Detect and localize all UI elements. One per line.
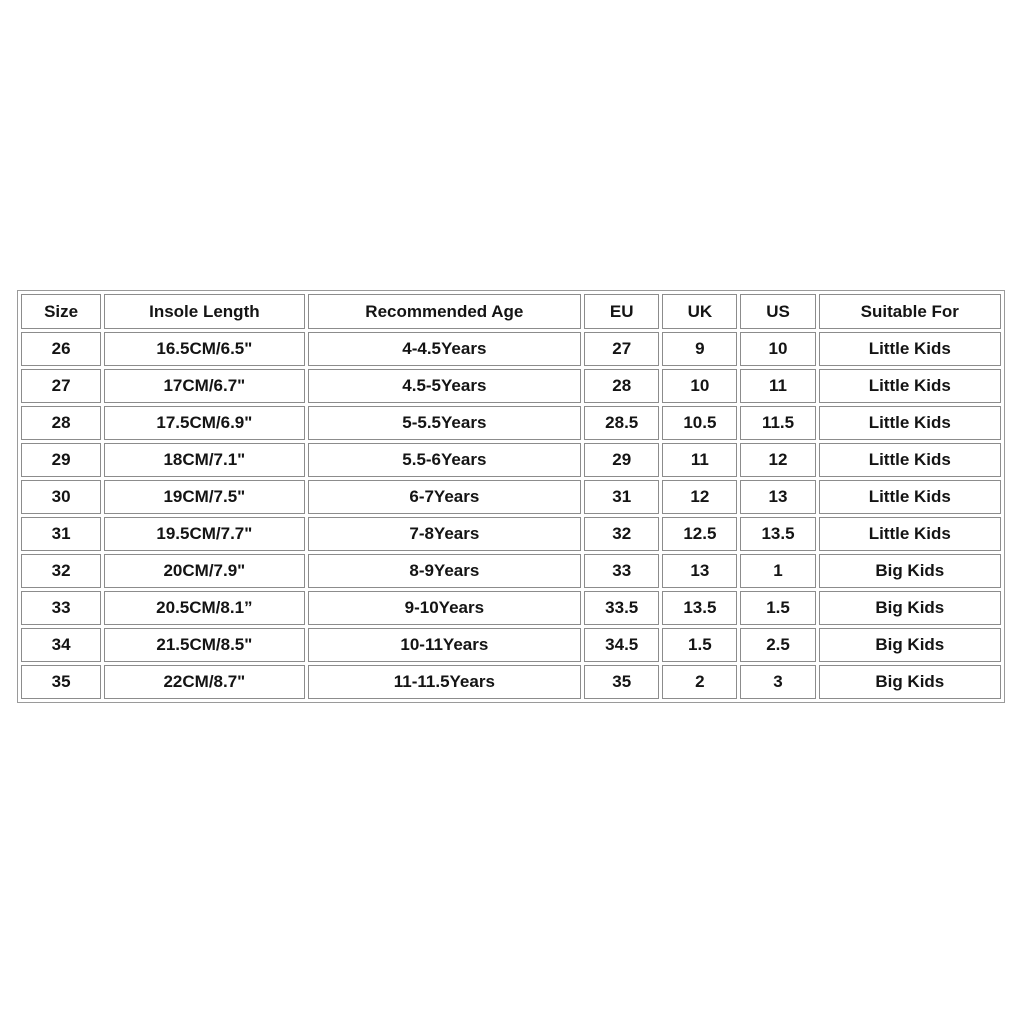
cell-suitable-for: Little Kids	[819, 332, 1001, 366]
cell-suitable-for: Big Kids	[819, 665, 1001, 699]
cell-eu: 27	[584, 332, 659, 366]
cell-us: 1	[740, 554, 815, 588]
cell-suitable-for: Little Kids	[819, 443, 1001, 477]
table-row	[21, 665, 1001, 699]
cell-size: 35	[21, 665, 101, 699]
cell-us: 10	[740, 332, 815, 366]
cell-recommended-age: 10-11Years	[308, 628, 582, 662]
cell-insole-length: 21.5CM/8.5"	[104, 628, 304, 662]
cell-recommended-age: 5-5.5Years	[308, 406, 582, 440]
cell-uk: 10.5	[662, 406, 737, 440]
table-row	[21, 628, 1001, 662]
cell-recommended-age: 7-8Years	[308, 517, 582, 551]
cell-recommended-age: 9-10Years	[308, 591, 582, 625]
cell-insole-length: 20CM/7.9"	[104, 554, 304, 588]
cell-eu: 35	[584, 665, 659, 699]
cell-insole-length: 19CM/7.5"	[104, 480, 304, 514]
cell-uk: 10	[662, 369, 737, 403]
cell-eu: 28	[584, 369, 659, 403]
cell-us: 2.5	[740, 628, 815, 662]
cell-size: 31	[21, 517, 101, 551]
cell-insole-length: 16.5CM/6.5"	[104, 332, 304, 366]
cell-insole-length: 17.5CM/6.9"	[104, 406, 304, 440]
cell-uk: 12.5	[662, 517, 737, 551]
cell-insole-length: 22CM/8.7"	[104, 665, 304, 699]
cell-size: 30	[21, 480, 101, 514]
cell-eu: 28.5	[584, 406, 659, 440]
cell-suitable-for: Little Kids	[819, 480, 1001, 514]
header-insole-length: Insole Length	[104, 294, 304, 329]
cell-recommended-age: 8-9Years	[308, 554, 582, 588]
cell-us: 12	[740, 443, 815, 477]
cell-eu: 32	[584, 517, 659, 551]
cell-uk: 2	[662, 665, 737, 699]
table-row	[21, 591, 1001, 625]
cell-eu: 34.5	[584, 628, 659, 662]
cell-size: 33	[21, 591, 101, 625]
cell-us: 1.5	[740, 591, 815, 625]
cell-us: 11	[740, 369, 815, 403]
cell-uk: 1.5	[662, 628, 737, 662]
cell-recommended-age: 6-7Years	[308, 480, 582, 514]
cell-suitable-for: Big Kids	[819, 628, 1001, 662]
cell-us: 13.5	[740, 517, 815, 551]
cell-us: 13	[740, 480, 815, 514]
cell-eu: 29	[584, 443, 659, 477]
header-uk: UK	[662, 294, 737, 329]
cell-suitable-for: Little Kids	[819, 406, 1001, 440]
cell-uk: 9	[662, 332, 737, 366]
cell-suitable-for: Little Kids	[819, 369, 1001, 403]
cell-size: 27	[21, 369, 101, 403]
table-row	[21, 443, 1001, 477]
table-row	[21, 480, 1001, 514]
cell-size: 29	[21, 443, 101, 477]
cell-eu: 33.5	[584, 591, 659, 625]
cell-suitable-for: Big Kids	[819, 591, 1001, 625]
header-row	[21, 294, 1001, 329]
cell-size: 34	[21, 628, 101, 662]
cell-size: 28	[21, 406, 101, 440]
cell-recommended-age: 11-11.5Years	[308, 665, 582, 699]
header-size: Size	[21, 294, 101, 329]
cell-suitable-for: Big Kids	[819, 554, 1001, 588]
cell-eu: 33	[584, 554, 659, 588]
table-row	[21, 332, 1001, 366]
header-eu: EU	[584, 294, 659, 329]
cell-insole-length: 20.5CM/8.1”	[104, 591, 304, 625]
size-chart-table	[17, 290, 1005, 703]
table-row	[21, 517, 1001, 551]
cell-uk: 12	[662, 480, 737, 514]
cell-us: 11.5	[740, 406, 815, 440]
table-row	[21, 406, 1001, 440]
cell-size: 32	[21, 554, 101, 588]
cell-recommended-age: 4-4.5Years	[308, 332, 582, 366]
cell-us: 3	[740, 665, 815, 699]
cell-insole-length: 17CM/6.7"	[104, 369, 304, 403]
cell-suitable-for: Little Kids	[819, 517, 1001, 551]
header-us: US	[740, 294, 815, 329]
cell-insole-length: 18CM/7.1"	[104, 443, 304, 477]
header-suitable-for: Suitable For	[819, 294, 1001, 329]
cell-recommended-age: 5.5-6Years	[308, 443, 582, 477]
cell-uk: 11	[662, 443, 737, 477]
cell-recommended-age: 4.5-5Years	[308, 369, 582, 403]
table-row	[21, 554, 1001, 588]
table-row	[21, 369, 1001, 403]
header-recommended-age: Recommended Age	[308, 294, 582, 329]
cell-uk: 13.5	[662, 591, 737, 625]
cell-uk: 13	[662, 554, 737, 588]
cell-eu: 31	[584, 480, 659, 514]
cell-insole-length: 19.5CM/7.7"	[104, 517, 304, 551]
cell-size: 26	[21, 332, 101, 366]
